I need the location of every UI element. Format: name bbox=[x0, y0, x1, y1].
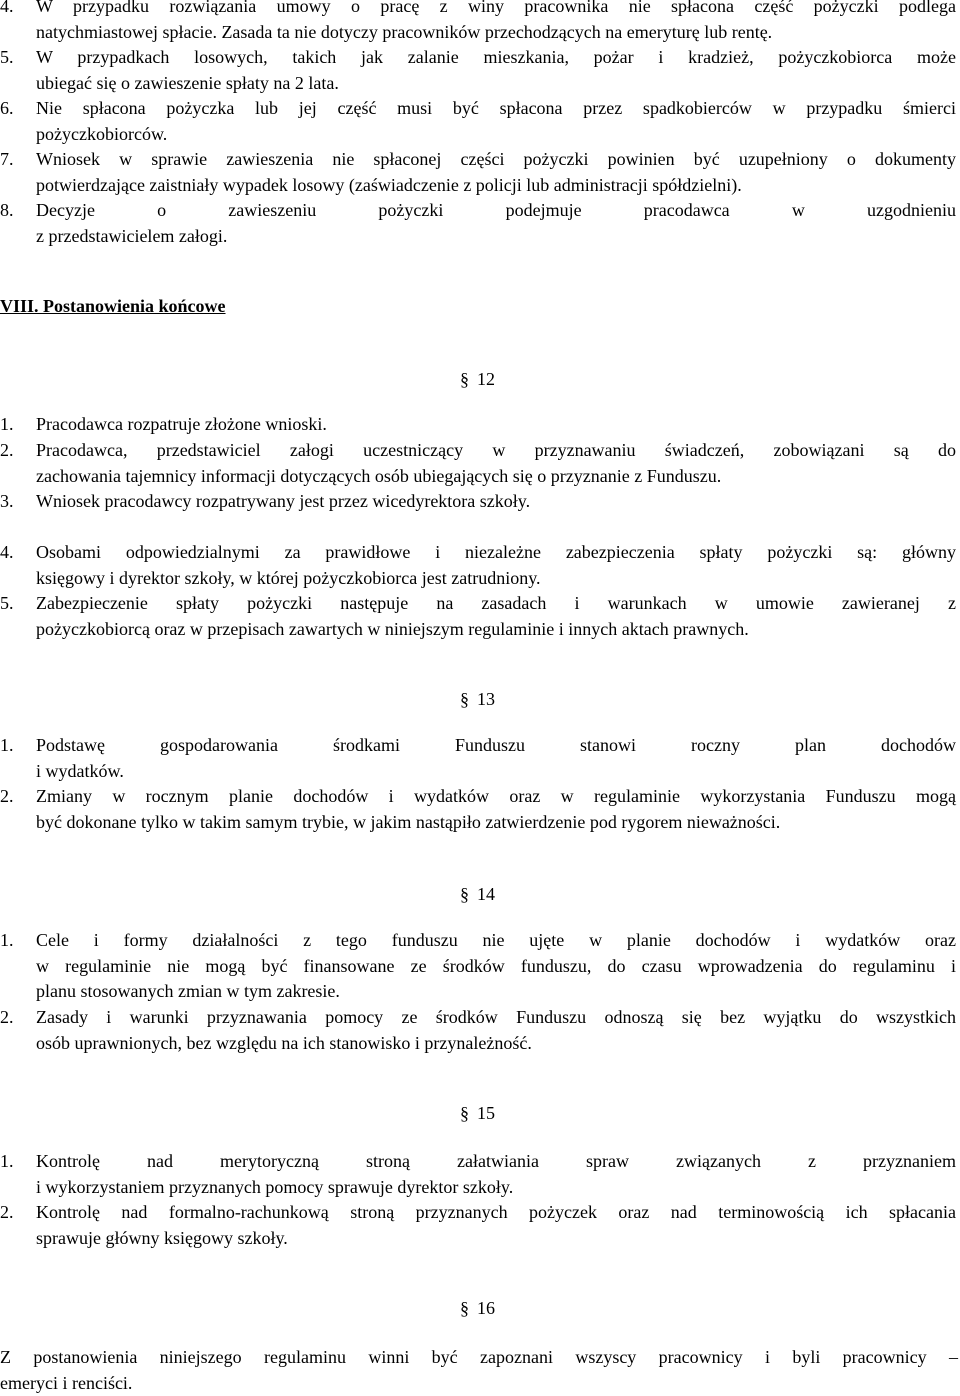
item-text-line: W przypadkach losowych, takich jak zalanie mieszkania, pożar i kradzież, pożyczkobiorca może bbox=[36, 45, 956, 71]
item-text-line: i wykorzystaniem przyznanych pomocy sprawuje dyrektor szkoły. bbox=[36, 1175, 956, 1201]
item-text-line: potwierdzające zaistniały wypadek losowy (zaświadczenie z policji lub administracji spółdzielni). bbox=[36, 173, 956, 199]
item-text-line: Kontrolę nad formalno-rachunkową stroną przyznanych pożyczek oraz nad terminowością ich spłacania bbox=[36, 1200, 956, 1226]
closing-paragraph bbox=[0, 1345, 958, 1396]
item-text-line: Nie spłacona pożyczka lub jej część musi być spłacona przez spadkobierców w przypadku śmierci bbox=[36, 96, 956, 122]
item-number: 5. bbox=[0, 591, 14, 617]
list-item bbox=[0, 591, 958, 642]
item-text-line: Cele i formy działalności z tego funduszu nie ujęte w planie dochodów i wydatków oraz bbox=[36, 928, 956, 954]
paragraph-symbol: § bbox=[460, 884, 469, 904]
paragraph-number: 14 bbox=[477, 884, 495, 904]
item-text-line: Pracodawca, przedstawiciel załogi uczestniczący w przyznawaniu świadczeń, zobowiązani są do bbox=[36, 438, 956, 464]
list-item bbox=[0, 45, 958, 96]
item-number: 4. bbox=[0, 0, 14, 20]
section-paragraph-mark bbox=[460, 689, 495, 710]
section-paragraph-mark bbox=[460, 884, 495, 905]
item-number: 2. bbox=[0, 784, 14, 810]
item-text-line: księgowy i dyrektor szkoły, w której pożyczkobiorca jest zatrudniony. bbox=[36, 566, 956, 592]
item-text-line: zachowania tajemnicy informacji dotyczących osób ubiegających się o przyznanie z Funduszu. bbox=[36, 464, 956, 490]
item-text-line: być dokonane tylko w takim samym trybie, w jakim nastąpiło zatwierdzenie pod rygorem nieważności. bbox=[36, 810, 956, 836]
list-item bbox=[0, 1005, 958, 1056]
paragraph-number: 16 bbox=[477, 1298, 495, 1318]
section-paragraph-mark bbox=[460, 1103, 495, 1124]
item-text-line: Wniosek pracodawcy rozpatrywany jest przez wicedyrektora szkoły. bbox=[36, 489, 956, 515]
item-number: 1. bbox=[0, 928, 14, 954]
item-text-line: osób uprawnionych, bez względu na ich stanowisko i przynależność. bbox=[36, 1031, 956, 1057]
item-text-line: planu stosowanych zmian w tym zakresie. bbox=[36, 979, 956, 1005]
item-number: 2. bbox=[0, 438, 14, 464]
item-number: 8. bbox=[0, 198, 14, 224]
item-text-line: Kontrolę nad merytoryczną stroną załatwiania spraw związanych z przyznaniem bbox=[36, 1149, 956, 1175]
paragraph-symbol: § bbox=[460, 689, 469, 709]
item-number: 5. bbox=[0, 45, 14, 71]
item-text-line: Podstawę gospodarowania środkami Funduszu stanowi roczny plan dochodów bbox=[36, 733, 956, 759]
list-item bbox=[0, 147, 958, 198]
list-item bbox=[0, 540, 958, 591]
paragraph-symbol: § bbox=[460, 1298, 469, 1318]
item-number: 4. bbox=[0, 540, 14, 566]
paragraph-number: 13 bbox=[477, 689, 495, 709]
paragraph-symbol: § bbox=[460, 1103, 469, 1123]
item-text-line: i wydatków. bbox=[36, 759, 956, 785]
item-text-line: Pracodawca rozpatruje złożone wnioski. bbox=[36, 412, 956, 438]
list-item bbox=[0, 198, 958, 249]
item-text-line: ubiegać się o zawieszenie spłaty na 2 lata. bbox=[36, 71, 956, 97]
section-heading: VIII. Postanowienia końcowe bbox=[0, 296, 226, 317]
item-text-line: w regulaminie nie mogą być finansowane ze środków funduszu, do czasu wprowadzenia do regulaminu i bbox=[36, 954, 956, 980]
item-text-line: pożyczkobiorców. bbox=[36, 122, 956, 148]
closing-text-line: emeryci i renciści. bbox=[0, 1371, 958, 1396]
item-number: 7. bbox=[0, 147, 14, 173]
item-number: 1. bbox=[0, 733, 14, 759]
list-item bbox=[0, 928, 958, 1005]
list-item bbox=[0, 96, 958, 147]
item-number: 1. bbox=[0, 412, 14, 438]
item-text-line: Osobami odpowiedzialnymi za prawidłowe i niezależne zabezpieczenia spłaty pożyczki są: główny bbox=[36, 540, 956, 566]
paragraph-number: 12 bbox=[477, 369, 495, 389]
item-text-line: natychmiastowej spłacie. Zasada ta nie dotyczy pracowników przechodzących na emeryturę lub rentę. bbox=[36, 20, 956, 46]
list-item bbox=[0, 412, 958, 438]
item-text-line: Decyzje o zawieszeniu pożyczki podejmuje pracodawca w uzgodnieniu bbox=[36, 198, 956, 224]
item-number: 3. bbox=[0, 489, 14, 515]
list-item bbox=[0, 733, 958, 784]
list-item bbox=[0, 0, 958, 45]
item-number: 1. bbox=[0, 1149, 14, 1175]
list-item bbox=[0, 489, 958, 515]
item-number: 2. bbox=[0, 1200, 14, 1226]
item-text-line: Zabezpieczenie spłaty pożyczki następuje na zasadach i warunkach w umowie zawieranej z bbox=[36, 591, 956, 617]
item-text-line: Zmiany w rocznym planie dochodów i wydatków oraz w regulaminie wykorzystania Funduszu mogą bbox=[36, 784, 956, 810]
item-text-line: sprawuje główny księgowy szkoły. bbox=[36, 1226, 956, 1252]
list-item bbox=[0, 784, 958, 835]
item-text-line: z przedstawicielem załogi. bbox=[36, 224, 956, 250]
item-text-line: W przypadku rozwiązania umowy o pracę z winy pracownika nie spłacona część pożyczki podlega bbox=[36, 0, 956, 20]
item-number: 2. bbox=[0, 1005, 14, 1031]
section-paragraph-mark bbox=[460, 1298, 495, 1319]
closing-text-line: Z postanowienia niniejszego regulaminu winni być zapoznani wszyscy pracownicy i byli pracownicy – bbox=[0, 1345, 958, 1371]
item-text-line: Zasady i warunki przyznawania pomocy ze środków Funduszu odnoszą się bez wyjątku do wszystkich bbox=[36, 1005, 956, 1031]
item-number: 6. bbox=[0, 96, 14, 122]
item-text-line: Wniosek w sprawie zawieszenia nie spłaconej części pożyczki powinien być uzupełniony o dokumenty bbox=[36, 147, 956, 173]
paragraph-number: 15 bbox=[477, 1103, 495, 1123]
item-text-line: pożyczkobiorcą oraz w przepisach zawartych w niniejszym regulaminie i innych aktach prawnych. bbox=[36, 617, 956, 643]
paragraph-symbol: § bbox=[460, 369, 469, 389]
list-item bbox=[0, 1200, 958, 1251]
section-paragraph-mark bbox=[460, 369, 495, 390]
list-item bbox=[0, 1149, 958, 1200]
list-item bbox=[0, 438, 958, 489]
